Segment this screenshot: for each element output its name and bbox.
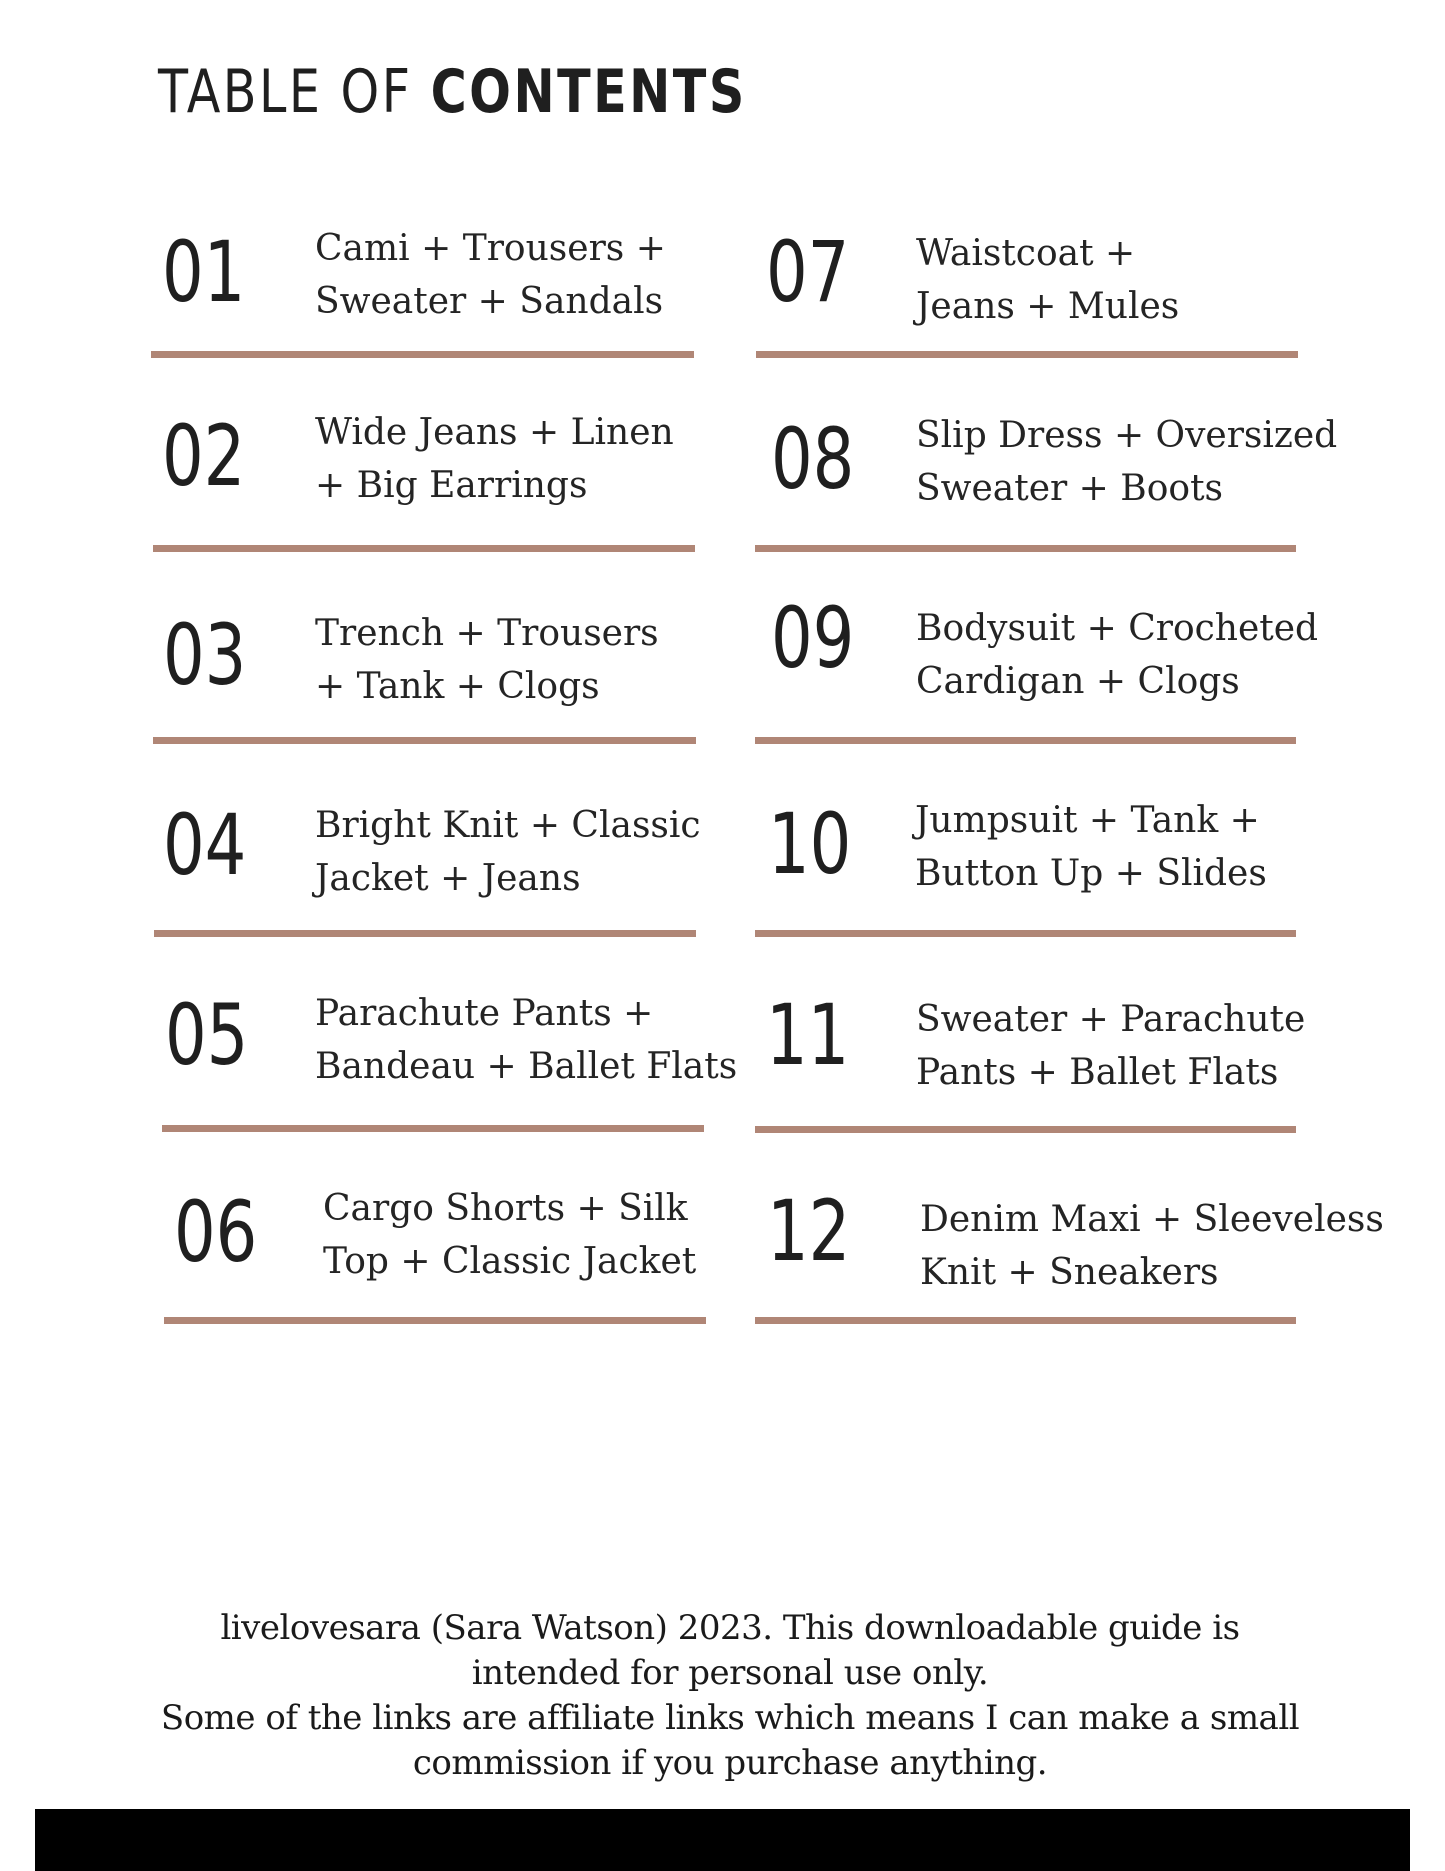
footer-disclaimer bbox=[100, 1606, 1360, 1786]
page-title bbox=[158, 57, 747, 127]
page-title-bold: CONTENTS bbox=[430, 57, 747, 127]
entry-title-line: Pants + Ballet Flats bbox=[916, 1052, 1279, 1093]
entry-title-line: Bandeau + Ballet Flats bbox=[315, 1046, 738, 1087]
entry-title bbox=[315, 799, 701, 905]
entry-title-line: Knit + Sneakers bbox=[920, 1252, 1219, 1293]
entry-title bbox=[916, 409, 1337, 515]
entry-title-line: Jeans + Mules bbox=[916, 286, 1180, 327]
entry-title bbox=[915, 794, 1267, 900]
entry-title-line: Parachute Pants + bbox=[315, 993, 654, 1034]
entry-divider bbox=[756, 351, 1298, 358]
entry-title bbox=[916, 993, 1305, 1099]
entry-divider bbox=[154, 930, 696, 937]
entry-number: 09 bbox=[771, 589, 855, 687]
entry-number: 07 bbox=[766, 223, 850, 321]
entry-number: 12 bbox=[767, 1182, 851, 1280]
entry-title-line: Jumpsuit + Tank + bbox=[915, 800, 1260, 841]
entry-divider bbox=[151, 351, 694, 358]
entry-title-line: Slip Dress + Oversized bbox=[916, 415, 1338, 456]
entry-title bbox=[920, 1193, 1384, 1299]
entry-number: 02 bbox=[162, 407, 246, 505]
entry-divider bbox=[755, 1317, 1296, 1324]
entry-title-line: Denim Maxi + Sleeveless bbox=[920, 1199, 1384, 1240]
entry-number: 06 bbox=[174, 1183, 258, 1281]
entry-divider bbox=[755, 1126, 1296, 1133]
entry-title-line: Cardigan + Clogs bbox=[916, 661, 1240, 702]
entry-title bbox=[315, 222, 666, 328]
entry-divider bbox=[153, 545, 695, 552]
entry-title-line: Waistcoat + bbox=[916, 233, 1136, 274]
entry-title-line: Cami + Trousers + bbox=[315, 228, 666, 269]
footer-line: Some of the links are affiliate links which means I can make a small bbox=[160, 1698, 1300, 1738]
entry-divider bbox=[755, 545, 1296, 552]
entry-divider bbox=[162, 1125, 704, 1132]
entry-number: 10 bbox=[768, 795, 852, 893]
bottom-bar bbox=[35, 1809, 1410, 1871]
entry-number: 03 bbox=[163, 606, 247, 704]
entry-number: 08 bbox=[771, 410, 855, 508]
entry-title-line: + Big Earrings bbox=[315, 465, 588, 506]
entry-title bbox=[315, 406, 674, 512]
entry-number: 11 bbox=[766, 986, 850, 1084]
footer-line: intended for personal use only. bbox=[471, 1653, 989, 1693]
entry-title bbox=[315, 987, 737, 1093]
footer-line: livelovesara (Sara Watson) 2023. This downloadable guide is bbox=[220, 1608, 1240, 1648]
entry-divider bbox=[755, 737, 1296, 744]
entry-title-line: Cargo Shorts + Silk bbox=[323, 1188, 688, 1229]
entry-number: 05 bbox=[165, 986, 249, 1084]
entry-title-line: Jacket + Jeans bbox=[315, 858, 581, 899]
entry-number: 04 bbox=[163, 796, 247, 894]
page-title-light: TABLE OF bbox=[158, 57, 431, 127]
entry-title-line: Sweater + Sandals bbox=[315, 281, 664, 322]
entry-title-line: Bright Knit + Classic bbox=[315, 805, 701, 846]
entry-title bbox=[916, 227, 1179, 333]
entry-divider bbox=[164, 1317, 706, 1324]
entry-title-line: Trench + Trousers bbox=[315, 613, 659, 654]
entry-divider bbox=[153, 737, 696, 744]
entry-divider bbox=[755, 930, 1296, 937]
entry-title-line: Bodysuit + Crocheted bbox=[916, 608, 1319, 649]
entry-title bbox=[323, 1182, 696, 1288]
entry-title-line: Button Up + Slides bbox=[915, 853, 1267, 894]
entry-title-line: Sweater + Boots bbox=[916, 468, 1224, 509]
entry-title bbox=[916, 602, 1318, 708]
entry-title-line: + Tank + Clogs bbox=[315, 666, 600, 707]
entry-title-line: Sweater + Parachute bbox=[916, 999, 1306, 1040]
entry-title-line: Wide Jeans + Linen bbox=[315, 412, 674, 453]
entry-title bbox=[315, 607, 659, 713]
entry-title-line: Top + Classic Jacket bbox=[323, 1241, 697, 1282]
footer-line: commission if you purchase anything. bbox=[412, 1743, 1048, 1783]
entry-number: 01 bbox=[162, 223, 246, 321]
